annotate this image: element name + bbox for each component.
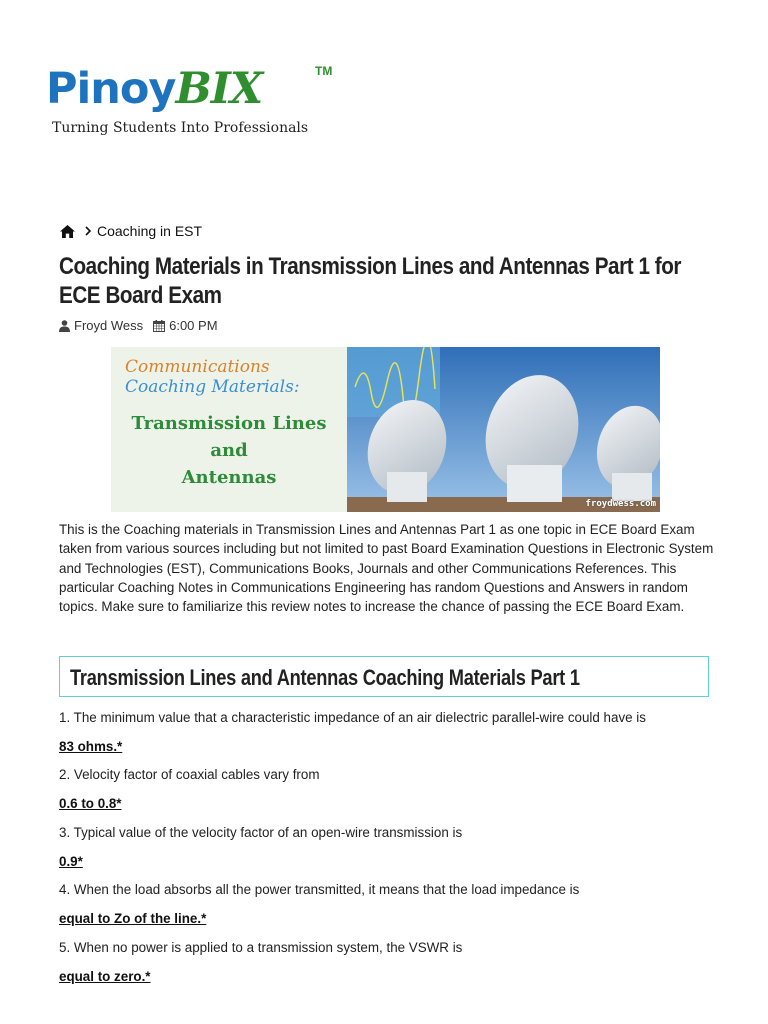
section-title: Transmission Lines and Antennas Coaching Materials Part 1 (70, 665, 580, 690)
logo-pinoy-text: Pinoy (46, 64, 176, 114)
calendar-icon (153, 320, 169, 332)
breadcrumb (60, 223, 202, 239)
site-logo[interactable] (44, 60, 339, 150)
logo-trademark: TM (315, 64, 333, 78)
post-meta (59, 318, 218, 333)
answer-text: 0.6 to 0.8* (59, 796, 122, 811)
page-title: Coaching Materials in Transmission Lines and Antennas Part 1 for ECE Board Exam (59, 253, 682, 309)
question-text: 4. When the load absorbs all the power transmitted, it means that the load impedance is (59, 882, 580, 897)
question-text: 2. Velocity factor of coaxial cables vary from (59, 767, 320, 782)
user-icon (59, 320, 74, 332)
banner-line-antennas: Antennas (181, 467, 277, 488)
banner-line-transmission: Transmission Lines (131, 413, 327, 434)
banner-line-and: and (210, 440, 248, 461)
answer-text: equal to zero.* (59, 969, 151, 984)
breadcrumb-category-link[interactable]: Coaching in EST (97, 223, 203, 239)
answer-text: equal to Zo of the line.* (59, 911, 207, 926)
author-link[interactable]: Froyd Wess (74, 318, 144, 333)
banner-line-coaching: Coaching Materials: (125, 377, 300, 397)
logo-bix-text: BIX (175, 64, 263, 114)
home-icon[interactable] (60, 225, 75, 238)
logo-wordmark (46, 64, 262, 114)
question-text: 5. When no power is applied to a transmission system, the VSWR is (59, 940, 463, 955)
section-header-box (59, 656, 709, 697)
intro-paragraph: This is the Coaching materials in Transmission Lines and Antennas Part 1 as one topic in ECE Board Exam taken from various sources including but not limited to past Board Examination Questions in Electronic System and Technologies (EST), Communications Books, Journals and other Communications References. This particular Coaching Notes in Communications Engineering has random Questions and Answers in random topics. Make sure to familiarize this review notes to increase the chance of passing the ECE Board Exam. (59, 522, 714, 615)
post-time: 6:00 PM (169, 318, 218, 333)
article-banner-image (111, 347, 660, 512)
question-text: 3. Typical value of the velocity factor of an open-wire transmission is (59, 825, 463, 840)
antenna-photo (347, 347, 660, 512)
banner-credit: froydwess.com (585, 499, 656, 509)
logo-tagline: Turning Students Into Professionals (52, 120, 309, 136)
question-text: 1. The minimum value that a characteristic impedance of an air dielectric parallel-wire could have is (59, 710, 646, 725)
answer-text: 0.9* (59, 854, 83, 869)
answer-text: 83 ohms.* (59, 739, 123, 754)
banner-line-communications: Communications (125, 357, 270, 377)
banner-text-panel (111, 347, 347, 512)
chevron-right-icon (85, 226, 91, 236)
